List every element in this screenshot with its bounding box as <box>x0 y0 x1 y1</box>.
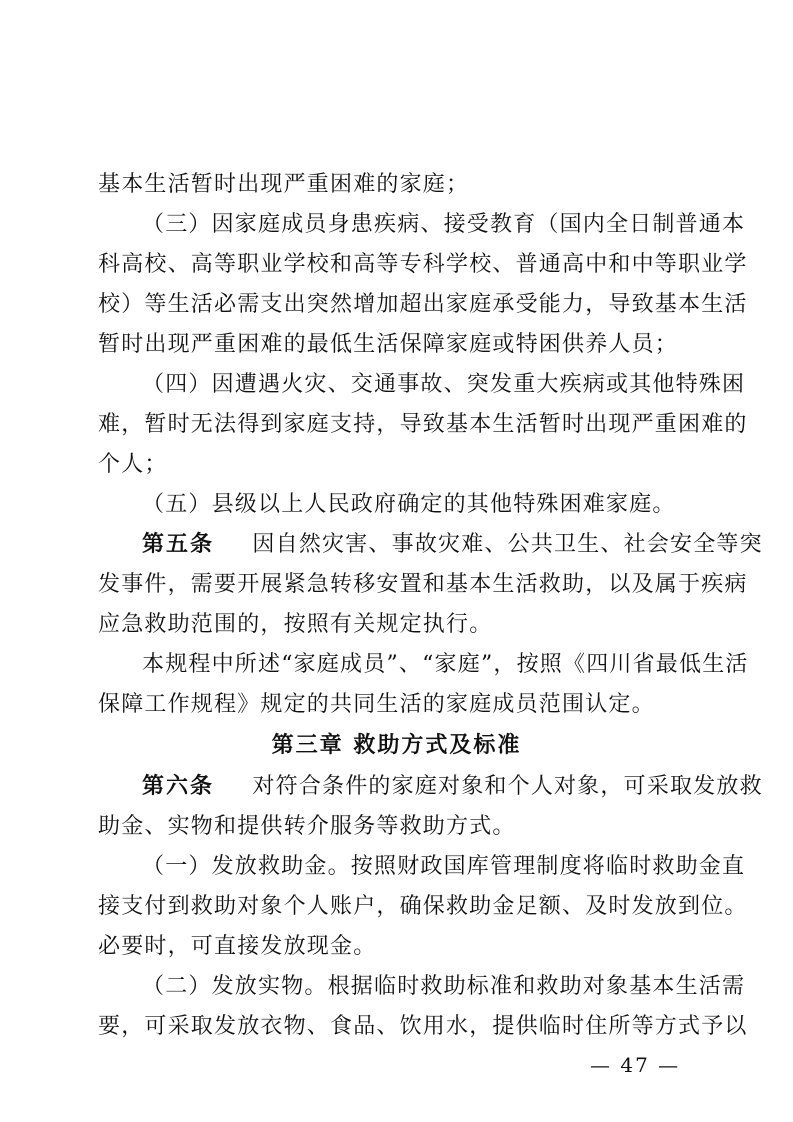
text-line: 因自然灾害、事故灾难、公共卫生、社会安全等突 <box>252 532 763 557</box>
text-line: 保障工作规程》规定的共同生活的家庭成员范围认定。 <box>98 692 655 717</box>
page-number: — 47 — <box>590 1053 681 1077</box>
text-line: 校）等生活必需支出突然增加超出家庭承受能力，导致基本生活 <box>98 292 748 317</box>
chapter-heading: 第三章 救助方式及标准 <box>271 733 522 758</box>
article-6-line <box>142 772 763 802</box>
text-line: 接支付到救助对象个人账户，确保救助金足额、及时发放到位。 <box>98 894 748 919</box>
text-line: 暂时出现严重困难的最低生活保障家庭或特困供养人员； <box>98 332 679 357</box>
text-line: （五）县级以上人民政府确定的其他特殊困难家庭。 <box>142 492 676 517</box>
text-line: （一）发放救助金。按照财政国库管理制度将临时救助金直 <box>142 854 746 879</box>
article-5-line <box>142 530 763 560</box>
article-6-label: 第六条 <box>142 774 215 799</box>
text-line: （四）因遭遇火灾、交通事故、突发重大疾病或其他特殊困 <box>142 372 746 397</box>
text-line: （二）发放实物。根据临时救助标准和救助对象基本生活需 <box>142 974 746 999</box>
text-line: 应急救助范围的，按照有关规定执行。 <box>98 612 493 637</box>
text-line: 对符合条件的家庭对象和个人对象，可采取发放救 <box>252 774 763 799</box>
text-line: 基本生活暂时出现严重困难的家庭； <box>98 172 470 197</box>
text-line: 难，暂时无法得到家庭支持，导致基本生活暂时出现严重困难的 <box>98 412 748 437</box>
text-line: 要，可采取发放衣物、食品、饮用水，提供临时住所等方式予以 <box>98 1014 748 1039</box>
text-line: 个人； <box>98 452 168 477</box>
text-line: 发事件，需要开展紧急转移安置和基本生活救助，以及属于疾病 <box>98 572 748 597</box>
text-line: （三）因家庭成员身患疾病、接受教育（国内全日制普通本 <box>142 212 746 237</box>
article-5-label: 第五条 <box>142 532 215 557</box>
text-line: 助金、实物和提供转介服务等救助方式。 <box>98 814 516 839</box>
text-line: 本规程中所述“家庭成员”、“家庭”，按照《四川省最低生活 <box>142 652 749 677</box>
text-line: 必要时，可直接发放现金。 <box>98 934 377 959</box>
text-line: 科高校、高等职业学校和高等专科学校、普通高中和中等职业学 <box>98 252 748 277</box>
